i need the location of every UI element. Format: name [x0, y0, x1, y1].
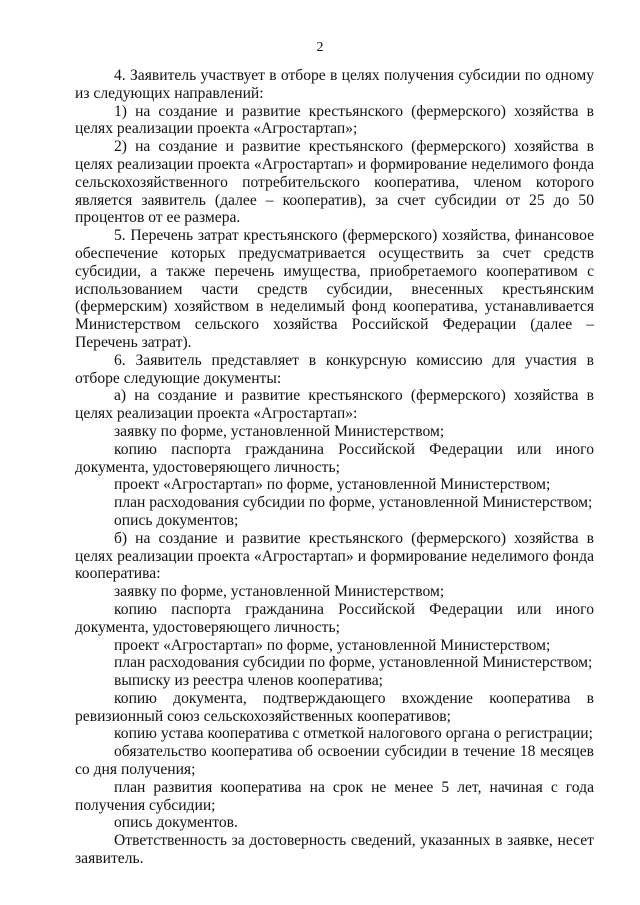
paragraph: копию устава кооператива с отметкой налогового органа о регистрации; [114, 725, 593, 743]
paragraph: проект «Агростартап» по форме, установленной Министерством; [114, 636, 551, 654]
paragraph: 1) на создание и развитие крестьянского (фермерского) хозяйства в целях реализации проекта «Агростартап»; [75, 102, 594, 138]
paragraph: опись документов. [114, 814, 238, 832]
paragraph: копию паспорта гражданина Российской Федерации или иного документа, удостоверяющего личность; [75, 600, 594, 636]
page-number: 2 [316, 40, 324, 55]
paragraph: план расходования субсидии по форме, установленной Министерством; [114, 654, 593, 672]
paragraph: обязательство кооператива об освоении субсидии в течение 18 месяцев со дня получения; [75, 743, 594, 779]
paragraph: 5. Перечень затрат крестьянского (фермерского) хозяйства, финансовое обеспечение которых предусматривается осуществить за счет средств субсидии, а также перечень имущества, приобретаемого кооперативом с использованием части средств субсидии, внесенных крестьянским (фермерским) хозяйством в неделимый фонд кооператива, устанавливается Министерством сельского хозяйства Российской Федерации (далее – Перечень затрат). [75, 227, 594, 351]
paragraph: 4. Заявитель участвует в отборе в целях получения субсидии по одному из следующих направлений: [75, 67, 594, 102]
paragraph: копию документа, подтверждающего вхождение кооператива в ревизионный союз сельскохозяйственных кооперативов; [75, 689, 594, 725]
paragraph: а) на создание и развитие крестьянского (фермерского) хозяйства в целях реализации проекта «Агростартап»: [75, 387, 594, 423]
paragraph: выписку из реестра членов кооператива; [114, 672, 383, 690]
paragraph: опись документов; [114, 511, 239, 529]
paragraph: проект «Агростартап» по форме, установленной Министерством; [114, 476, 551, 494]
paragraph: план расходования субсидии по форме, установленной Министерством; [114, 494, 593, 512]
paragraph: 6. Заявитель представляет в конкурсную комиссию для участия в отборе следующие документы: [75, 351, 594, 387]
paragraph: Ответственность за достоверность сведений, указанных в заявке, несет заявитель. [75, 832, 594, 868]
document-body [75, 67, 594, 868]
paragraph: б) на создание и развитие крестьянского (фермерского) хозяйства в целях реализации проекта «Агростартап» и формирование неделимого фонда кооператива: [75, 529, 594, 583]
paragraph: копию паспорта гражданина Российской Федерации или иного документа, удостоверяющего личность; [75, 440, 594, 476]
paragraph: план развития кооператива на срок не менее 5 лет, начиная с года получения субсидии; [75, 778, 594, 814]
paragraph: 2) на создание и развитие крестьянского (фермерского) хозяйства в целях реализации проекта «Агростартап» и формирование неделимого фонда сельскохозяйственного потребительского кооператива, членом которого является заявитель (далее – кооператив), за счет субсидии от 25 до 50 процентов от ее размера. [75, 138, 594, 227]
paragraph: заявку по форме, установленной Министерством; [114, 422, 445, 440]
paragraph: заявку по форме, установленной Министерством; [114, 583, 445, 601]
